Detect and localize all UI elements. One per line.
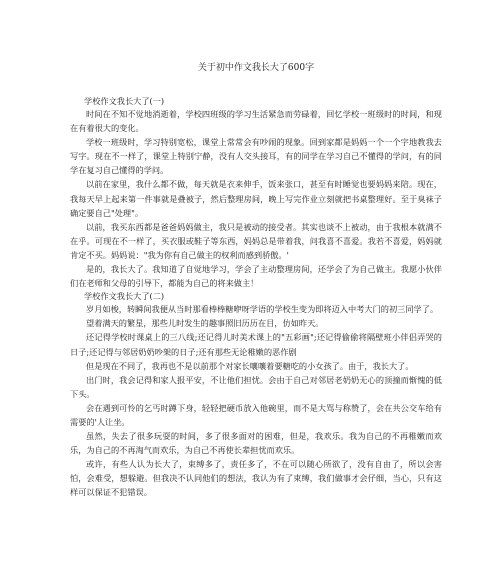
section-1-paragraph-5: 是的，我长大了。我知道了自觉地学习，学会了主动整理房间，还学会了为自己做主。我愿小伙伴们在老师和父母的引导下，都能为自己的将来做主！ xyxy=(70,264,442,289)
section-2-paragraph-8: 或许，有些人认为长大了，束缚多了，责任多了，不在可以随心所欲了，没有自由了，所以会害怕，会难受，想躲避。但我决不认同他们的想法，我认为有了束缚，我们做事才会仔细，当心，只有这样可以保证不犯错误。 xyxy=(70,459,442,498)
section-2-paragraph-5: 出门时，我会记得和家人报平安，不让他们担忧。会由于自己对邻居老奶奶无心的顶撞而惭愧的低下头。 xyxy=(70,374,442,399)
section-1-paragraph-4: 以前，我买东西都是爸爸妈妈做主，我只是被动的接受者。其实也谈不上被动，由于我根本就满不在乎。可现在不一样了，买衣服或鞋子等东西，妈妈总是带着我，问我喜不喜爱。我若不喜爱，妈妈就肯定不买。妈妈说："我为你有自己做主的权利而感到骄傲。' xyxy=(70,221,442,260)
section-2-paragraph-2: 望着满天的繁星，那些儿时发生的趣事照旧历历在目，仿如昨天。 xyxy=(86,318,324,329)
section-1-paragraph-3: 以前在家里，我什么都不做，每天就是衣来伸手，饭来张口，甚至有时睡觉也要妈妈来陪。现在，我每天早上起来第一件事就是叠被子，然后整理房间，晚上写完作业立刻就把书桌整理好。至于臭袜子确定要自己"处理"。 xyxy=(70,179,442,218)
section-1-paragraph-1: 时间在不知不觉地消逝着，学校四班级的学习生活紧急而劳碌着，回忆学校一班级时的时间，和现在有着很大的变化。 xyxy=(70,109,442,134)
section-2-paragraph-6: 会在遇到可怜的乞丐时蹲下身，轻轻把硬币放入他碗里，而不是大骂与称赞了，会在共公交车给有需要的'人让坐。 xyxy=(70,402,442,427)
section-1-heading: 学校作文我长大了(一) xyxy=(84,96,165,106)
section-2-paragraph-4: 但是现在不同了，我再也不是以前那个对家长嚷嚷着要糖吃的小女孩了。由于，我长大了。 xyxy=(86,360,414,371)
document-title: 关于初中作文我长大了600字 xyxy=(197,63,315,73)
section-2-paragraph-1: 岁月如梭，转瞬间我便从当时那看棒棒糖咿呀学语的学校生变为即将迈入中考大门的初三同学了。 xyxy=(86,304,439,315)
section-2-paragraph-7: 虽然，失去了很多玩耍的时间，多了很多面对的困难，但是，我欢乐。我为自己的不再稚嫩而欢乐，为自己的不再淘气而欢乐，为自己不再使长辈担忧而欢乐。 xyxy=(70,431,442,456)
section-2-heading: 学校作文我长大了(二) xyxy=(84,291,165,302)
section-2-paragraph-3: 还记得学校时课桌上的三八线;还记得儿时美术课上的"五彩画";还记得偷偷将隔壁班小伴侣弄哭的日子;还记得与邻居奶奶吵架的日子;还有那些无论稚嫩的恶作剧 xyxy=(70,332,442,357)
section-1-paragraph-2: 学校一班级时，学习特别宽松，课堂上常常会有吵闹的现象。回到家都是妈妈一个一个字地教我去写字。现在不一样了，课堂上特别宁静，没有人交头接耳，有的同学在学习自己不懂得的学问，有的同学在复习自己懂得的学问。 xyxy=(70,137,442,176)
